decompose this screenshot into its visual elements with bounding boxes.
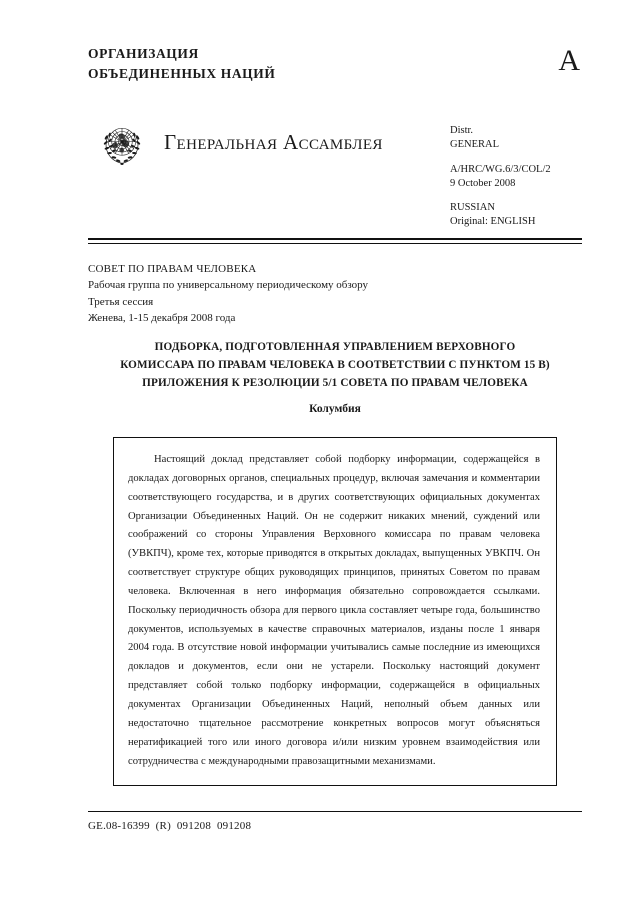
- page-title: [88, 338, 582, 392]
- page-title-line-1: ПОДБОРКА, ПОДГОТОВЛЕННАЯ УПРАВЛЕНИЕМ ВЕРХОВНОГО: [154, 341, 516, 353]
- distribution-group: [450, 124, 551, 152]
- abstract-text: Настоящий доклад представляет собой подборку информации, содержащейся в докладах договорных органов, специальных процедур, включая замечания и комментарии соответствующего государства, и в других соответствующих официальных документах Организации Объединенных Наций. Он не содержит никаких мнений, суждений или соображений со стороны Управления Верховного комиссара по правам человека (УВКПЧ), кроме тех, которые приводятся в открытых докладах, выпущенных УВКПЧ. Он соответствует структуре общих руководящих принципов, принятых Советом по правам человека. Включенная в него информация обязательно сопровождается ссылками. Поскольку периодичность обзора для первого цикла составляет четыре года, большинство документов, используемых в качестве справочных материалов, изданы после 1 января 2004 года. В отсутствие новой информации учитывались самые последние из имеющихся докладов и документов, если они не устарели. Поскольку настоящий документ представляет собой только подборку информации, содержащейся в официальных документах Организации Объединенных Наций, неполный объем данных или недостаточно тщательное рассмотрение конкретных вопросов могут объясняться нератификацией того или иного договора и/или низким уровнем взаимодействия или сотрудничества с международными правозащитными механизмами.: [128, 454, 540, 767]
- footer-job-code: GE.08-16399 (R) 091208 091208: [88, 820, 252, 832]
- masthead-rule-thick: [88, 238, 582, 240]
- council-session: Третья сессия: [88, 295, 154, 308]
- distr-label: Distr.: [450, 125, 474, 136]
- council-venue-dates: Женева, 1-15 декабря 2008 года: [88, 311, 236, 324]
- distr-value: GENERAL: [450, 138, 499, 150]
- page-title-line-3: ПРИЛОЖЕНИЯ К РЕЗОЛЮЦИИ 5/1 СОВЕТА ПО ПРАВАМ ЧЕЛОВЕКА: [142, 377, 528, 390]
- organization-name-line-2: ОБЪЕДИНЕННЫХ НАЦИЙ: [88, 65, 276, 81]
- organization-name: [88, 44, 275, 83]
- document-date: 9 October 2008: [450, 177, 516, 189]
- distribution-block: [450, 124, 551, 229]
- page-title-line-2: КОМИССАРА ПО ПРАВАМ ЧЕЛОВЕКА В СООТВЕТСТВИИ С ПУНКТОМ 15 В): [120, 359, 550, 372]
- document-symbol: A/HRC/WG.6/3/COL/2: [450, 163, 551, 175]
- document-original-language: Original: ENGLISH: [450, 216, 536, 228]
- assembly-title: Генеральная Ассамблея: [164, 130, 383, 154]
- masthead: [88, 44, 582, 83]
- symbol-group: [450, 163, 551, 191]
- document-language: RUSSIAN: [450, 202, 495, 214]
- footer-rule: [88, 811, 582, 812]
- abstract-box: [113, 437, 557, 786]
- un-emblem-icon: [95, 118, 149, 172]
- document-symbol-letter: A: [558, 44, 580, 77]
- council-block: [88, 261, 368, 326]
- country-subject: Колумбия: [309, 403, 361, 415]
- organization-name-line-1: ОРГАНИЗАЦИЯ: [88, 46, 199, 61]
- language-group: [450, 201, 551, 229]
- council-working-group: Рабочая группа по универсальному периодическому обзору: [88, 279, 369, 292]
- council-name: СОВЕТ ПО ПРАВАМ ЧЕЛОВЕКА: [88, 263, 257, 275]
- masthead-rule-thin: [88, 243, 582, 244]
